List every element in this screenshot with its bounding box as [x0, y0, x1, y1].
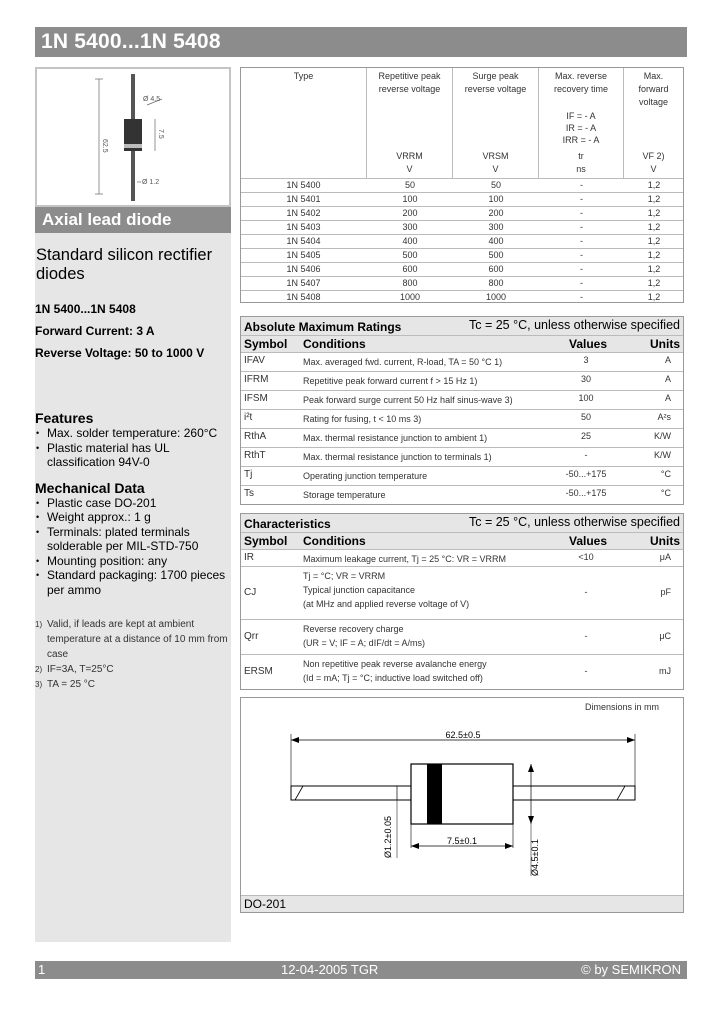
footer-bar	[35, 961, 687, 979]
table-row	[241, 276, 683, 290]
product-heading: Standard silicon rectifier diodes	[36, 246, 213, 283]
footnotes	[35, 617, 231, 692]
product-label: Axial lead diode	[42, 210, 172, 229]
table-cell: -	[580, 194, 583, 204]
table-cell: 1N 5406	[286, 264, 321, 274]
rating-sym: RthA	[244, 431, 267, 442]
title-bar	[35, 27, 687, 57]
footer-copyright: © by SEMIKRON	[581, 962, 681, 977]
lead-diameter-label: Ø 1.2	[142, 179, 160, 186]
table-cell: 1N 5401	[286, 194, 321, 204]
dimensions-caption: Dimensions in mm	[584, 702, 659, 712]
char-title: Characteristics	[244, 517, 331, 531]
table-cell: 1N 5405	[286, 250, 321, 260]
list-item: • Weight approx.: 1 g	[47, 510, 231, 525]
rating-sym: Tj	[244, 469, 253, 480]
table-row	[241, 466, 683, 485]
abs-max-table	[240, 316, 684, 505]
table-row	[241, 234, 683, 248]
char-condition-line: Reverse recovery charge	[303, 624, 404, 634]
table-cell: 1,2	[647, 208, 661, 218]
table-cell: -	[580, 250, 583, 260]
footer-date: 12-04-2005 TGR	[281, 962, 379, 977]
table-cell: -	[580, 264, 583, 274]
table-cell: 1N 5404	[286, 236, 321, 246]
table-cell: 400	[402, 236, 418, 246]
table-cell: 1,2	[647, 264, 661, 274]
lead-diameter-label: Ø1.2±0.05	[383, 816, 393, 858]
table-cell: 1000	[399, 292, 421, 302]
table-cell: 1,2	[647, 278, 661, 288]
abs-max-title: Absolute Maximum Ratings	[244, 320, 402, 334]
list-item: • Standard packaging: 1700 pieces per ammo	[47, 568, 231, 597]
rating-sym: IFRM	[244, 374, 269, 385]
table-row	[241, 485, 683, 504]
char-symbol: IR	[244, 552, 254, 563]
rating-sym: IFSM	[244, 393, 268, 404]
rating-cond: Max. averaged fwd. current, R-load, TA = 50 °C 1)	[303, 357, 503, 367]
table-row	[241, 654, 683, 689]
table-cell: -	[580, 292, 583, 302]
char-condition-line: (UR = V; IF = A; dIF/dt = A/ms)	[303, 638, 425, 648]
table-cell: 800	[488, 278, 504, 288]
rating-val: 50	[580, 412, 591, 422]
char-symbol: ERSM	[244, 666, 273, 677]
table-row	[241, 619, 683, 654]
dimension-drawing	[241, 698, 683, 896]
forward-current: Forward Current: 3 A	[35, 324, 155, 338]
char-colheads: Symbol Conditions Values Units	[241, 532, 683, 549]
table-cell: 300	[488, 222, 504, 232]
type-col-header: Type	[241, 68, 367, 178]
rating-unit: °C	[660, 469, 671, 479]
length-label: 62.5	[101, 139, 108, 153]
abs-max-rows	[241, 352, 683, 504]
features-list	[35, 426, 231, 470]
body-diameter-label: Ø4.5±0.1	[530, 839, 540, 876]
table-cell: 1,2	[647, 236, 661, 246]
rating-cond: Peak forward surge current 50 Hz half sinus-wave 3)	[303, 395, 513, 405]
body-length-label: 7.5±0.1	[447, 836, 477, 846]
footnote: 2) IF=3A, T=25°C	[35, 664, 114, 675]
rating-val: -50...+175	[565, 488, 607, 498]
table-row	[241, 409, 683, 428]
overall-length-label: 62.5±0.5	[445, 730, 481, 740]
table-cell: 100	[402, 194, 418, 204]
char-unit: μC	[659, 631, 671, 641]
table-row	[241, 248, 683, 262]
table-cell: 1,2	[647, 222, 661, 232]
series-name: 1N 5400...1N 5408	[35, 302, 136, 316]
char-condition-line: (Id = mA; Tj = °C; inductive load switched off)	[303, 673, 483, 683]
char-symbol: Qrr	[244, 631, 259, 642]
rating-unit: A²s	[657, 412, 671, 422]
rating-val: -50...+175	[565, 469, 607, 479]
rating-unit: A	[664, 355, 671, 365]
table-row	[241, 220, 683, 234]
page-number: 1	[38, 962, 46, 977]
char-condition-line: Tj = °C; VR = VRRM	[303, 571, 386, 581]
table-cell: 1,2	[647, 250, 661, 260]
abs-max-header	[241, 317, 683, 335]
table-row	[241, 371, 683, 390]
product-label-bar	[35, 207, 231, 233]
table-cell: 1N 5402	[286, 208, 321, 218]
list-item: • Max. solder temperature: 260°C	[47, 426, 231, 441]
table-row	[241, 549, 683, 566]
rating-sym: IFAV	[244, 355, 265, 366]
list-item: • Plastic material has UL classification 94V-0	[47, 441, 231, 470]
rating-cond: Rating for fusing, t < 10 ms 3)	[303, 414, 422, 424]
table-row	[241, 262, 683, 276]
body-diameter-label: Ø 4.5	[143, 96, 161, 103]
char-unit: μA	[659, 552, 671, 562]
characteristics-table	[240, 513, 684, 690]
rating-cond: Operating junction temperature	[303, 471, 428, 481]
table-cell: -	[580, 208, 583, 218]
char-condition	[303, 569, 469, 611]
rating-cond: Storage temperature	[303, 490, 386, 500]
rating-cond: Max. thermal resistance junction to terminals 1)	[303, 452, 492, 462]
rating-cond: Max. thermal resistance junction to ambient 1)	[303, 433, 488, 443]
table-cell: -	[580, 278, 583, 288]
char-condition	[303, 622, 425, 650]
table-cell: -	[580, 222, 583, 232]
rating-val: 30	[580, 374, 591, 384]
body-length-label: 7.5	[157, 129, 164, 139]
rating-unit: A	[664, 393, 671, 403]
char-condition-line: Typical junction capacitance	[303, 585, 416, 595]
char-condition-line: Maximum leakage current, Tj = 25 °C: VR = VRRM	[303, 554, 507, 564]
table-cell: 1,2	[647, 292, 661, 302]
left-text-block	[35, 246, 231, 692]
table-cell: 1N 5403	[286, 222, 321, 232]
table-cell: 1N 5408	[286, 292, 321, 302]
table-row	[241, 352, 683, 371]
table-row	[241, 428, 683, 447]
footnote: 1) Valid, if leads are kept at ambient temperature at a distance of 10 mm from case	[35, 619, 228, 660]
rating-cond: Repetitive peak forward current f > 15 Hz 1)	[303, 376, 478, 386]
table-cell: 800	[402, 278, 418, 288]
char-condition-line: (at MHz and applied reverse voltage of V)	[303, 599, 470, 609]
rating-unit: A	[664, 374, 671, 384]
table-row	[241, 206, 683, 220]
dimensions-box	[240, 697, 684, 913]
table-cell: 600	[488, 264, 504, 274]
table-cell: 500	[488, 250, 504, 260]
rating-sym: Ts	[244, 488, 254, 499]
list-item: • Mounting position: any	[47, 554, 231, 569]
diode-outline-drawing	[37, 69, 229, 205]
table-cell: 1000	[485, 292, 507, 302]
char-condition	[303, 552, 506, 566]
table-cell: -	[580, 236, 583, 246]
table-cell: 600	[402, 264, 418, 274]
rating-unit: K/W	[654, 431, 671, 441]
table-cell: 200	[488, 208, 504, 218]
table-cell: 1N 5400	[286, 180, 321, 190]
table-row	[241, 192, 683, 206]
reverse-voltage: Reverse Voltage: 50 to 1000 V	[35, 346, 205, 360]
char-val: -	[584, 631, 588, 641]
table-cell: 1,2	[647, 194, 661, 204]
table-cell: 500	[402, 250, 418, 260]
rating-sym: i²t	[244, 412, 253, 423]
rating-val: 3	[583, 355, 589, 365]
page-title: 1N 5400...1N 5408	[41, 30, 221, 53]
package-footer	[241, 895, 683, 912]
table-cell: 100	[488, 194, 504, 204]
vrrm-col-header: Repetitive peak reverse voltage VRRM V	[367, 68, 453, 178]
char-header	[241, 514, 683, 532]
mechanical-title: Mechanical Data	[35, 479, 145, 496]
char-unit: pF	[660, 587, 671, 597]
vrsm-col-header: Surge peak reverse voltage VRSM V	[453, 68, 539, 178]
abs-max-colheads: Symbol Conditions Values Units	[241, 335, 683, 352]
char-val: -	[584, 666, 588, 676]
rating-val: 25	[580, 431, 591, 441]
vf-col-header: Max. forward voltage VF 2) V	[638, 71, 669, 174]
char-rows	[241, 549, 683, 689]
trr-col-header: Max. reverse recovery time IF = - A IR = - A IRR = - A tr ns	[539, 68, 624, 178]
char-symbol: CJ	[244, 587, 257, 598]
table-row	[241, 290, 683, 304]
list-item: • Terminals: plated terminals solderable per MIL-STD-750	[47, 525, 231, 554]
table-cell: 300	[402, 222, 418, 232]
table-cell: 1N 5407	[286, 278, 321, 288]
table-cell: 50	[404, 180, 415, 190]
char-val: <10	[578, 552, 594, 562]
table-cell: -	[580, 180, 583, 190]
table-row	[241, 178, 683, 192]
package-name: DO-201	[244, 897, 287, 911]
diode-image	[35, 67, 231, 207]
table-cell: 400	[488, 236, 504, 246]
char-val: -	[584, 587, 588, 597]
char-unit: mJ	[659, 666, 671, 676]
rating-val: -	[584, 450, 588, 460]
abs-max-condition: Tc = 25 °C, unless otherwise specified	[468, 318, 680, 332]
type-rows	[241, 178, 683, 304]
rating-sym: RthT	[244, 450, 266, 461]
rating-unit: K/W	[654, 450, 671, 460]
char-condition	[303, 657, 487, 685]
char-condition-line: Non repetitive peak reverse avalanche energy	[303, 659, 487, 669]
footnote: 3) TA = 25 °C	[35, 679, 96, 690]
rating-val: 100	[578, 393, 594, 403]
rating-unit: °C	[660, 488, 671, 498]
table-row	[241, 566, 683, 619]
features-title: Features	[35, 410, 94, 426]
char-condition: Tc = 25 °C, unless otherwise specified	[468, 515, 680, 529]
table-row	[241, 447, 683, 466]
table-row	[241, 390, 683, 409]
mechanical-list	[35, 496, 231, 598]
list-item: • Plastic case DO-201	[47, 496, 231, 511]
type-table	[240, 67, 684, 303]
table-cell: 50	[490, 180, 501, 190]
table-cell: 200	[402, 208, 418, 218]
table-cell: 1,2	[647, 180, 661, 190]
